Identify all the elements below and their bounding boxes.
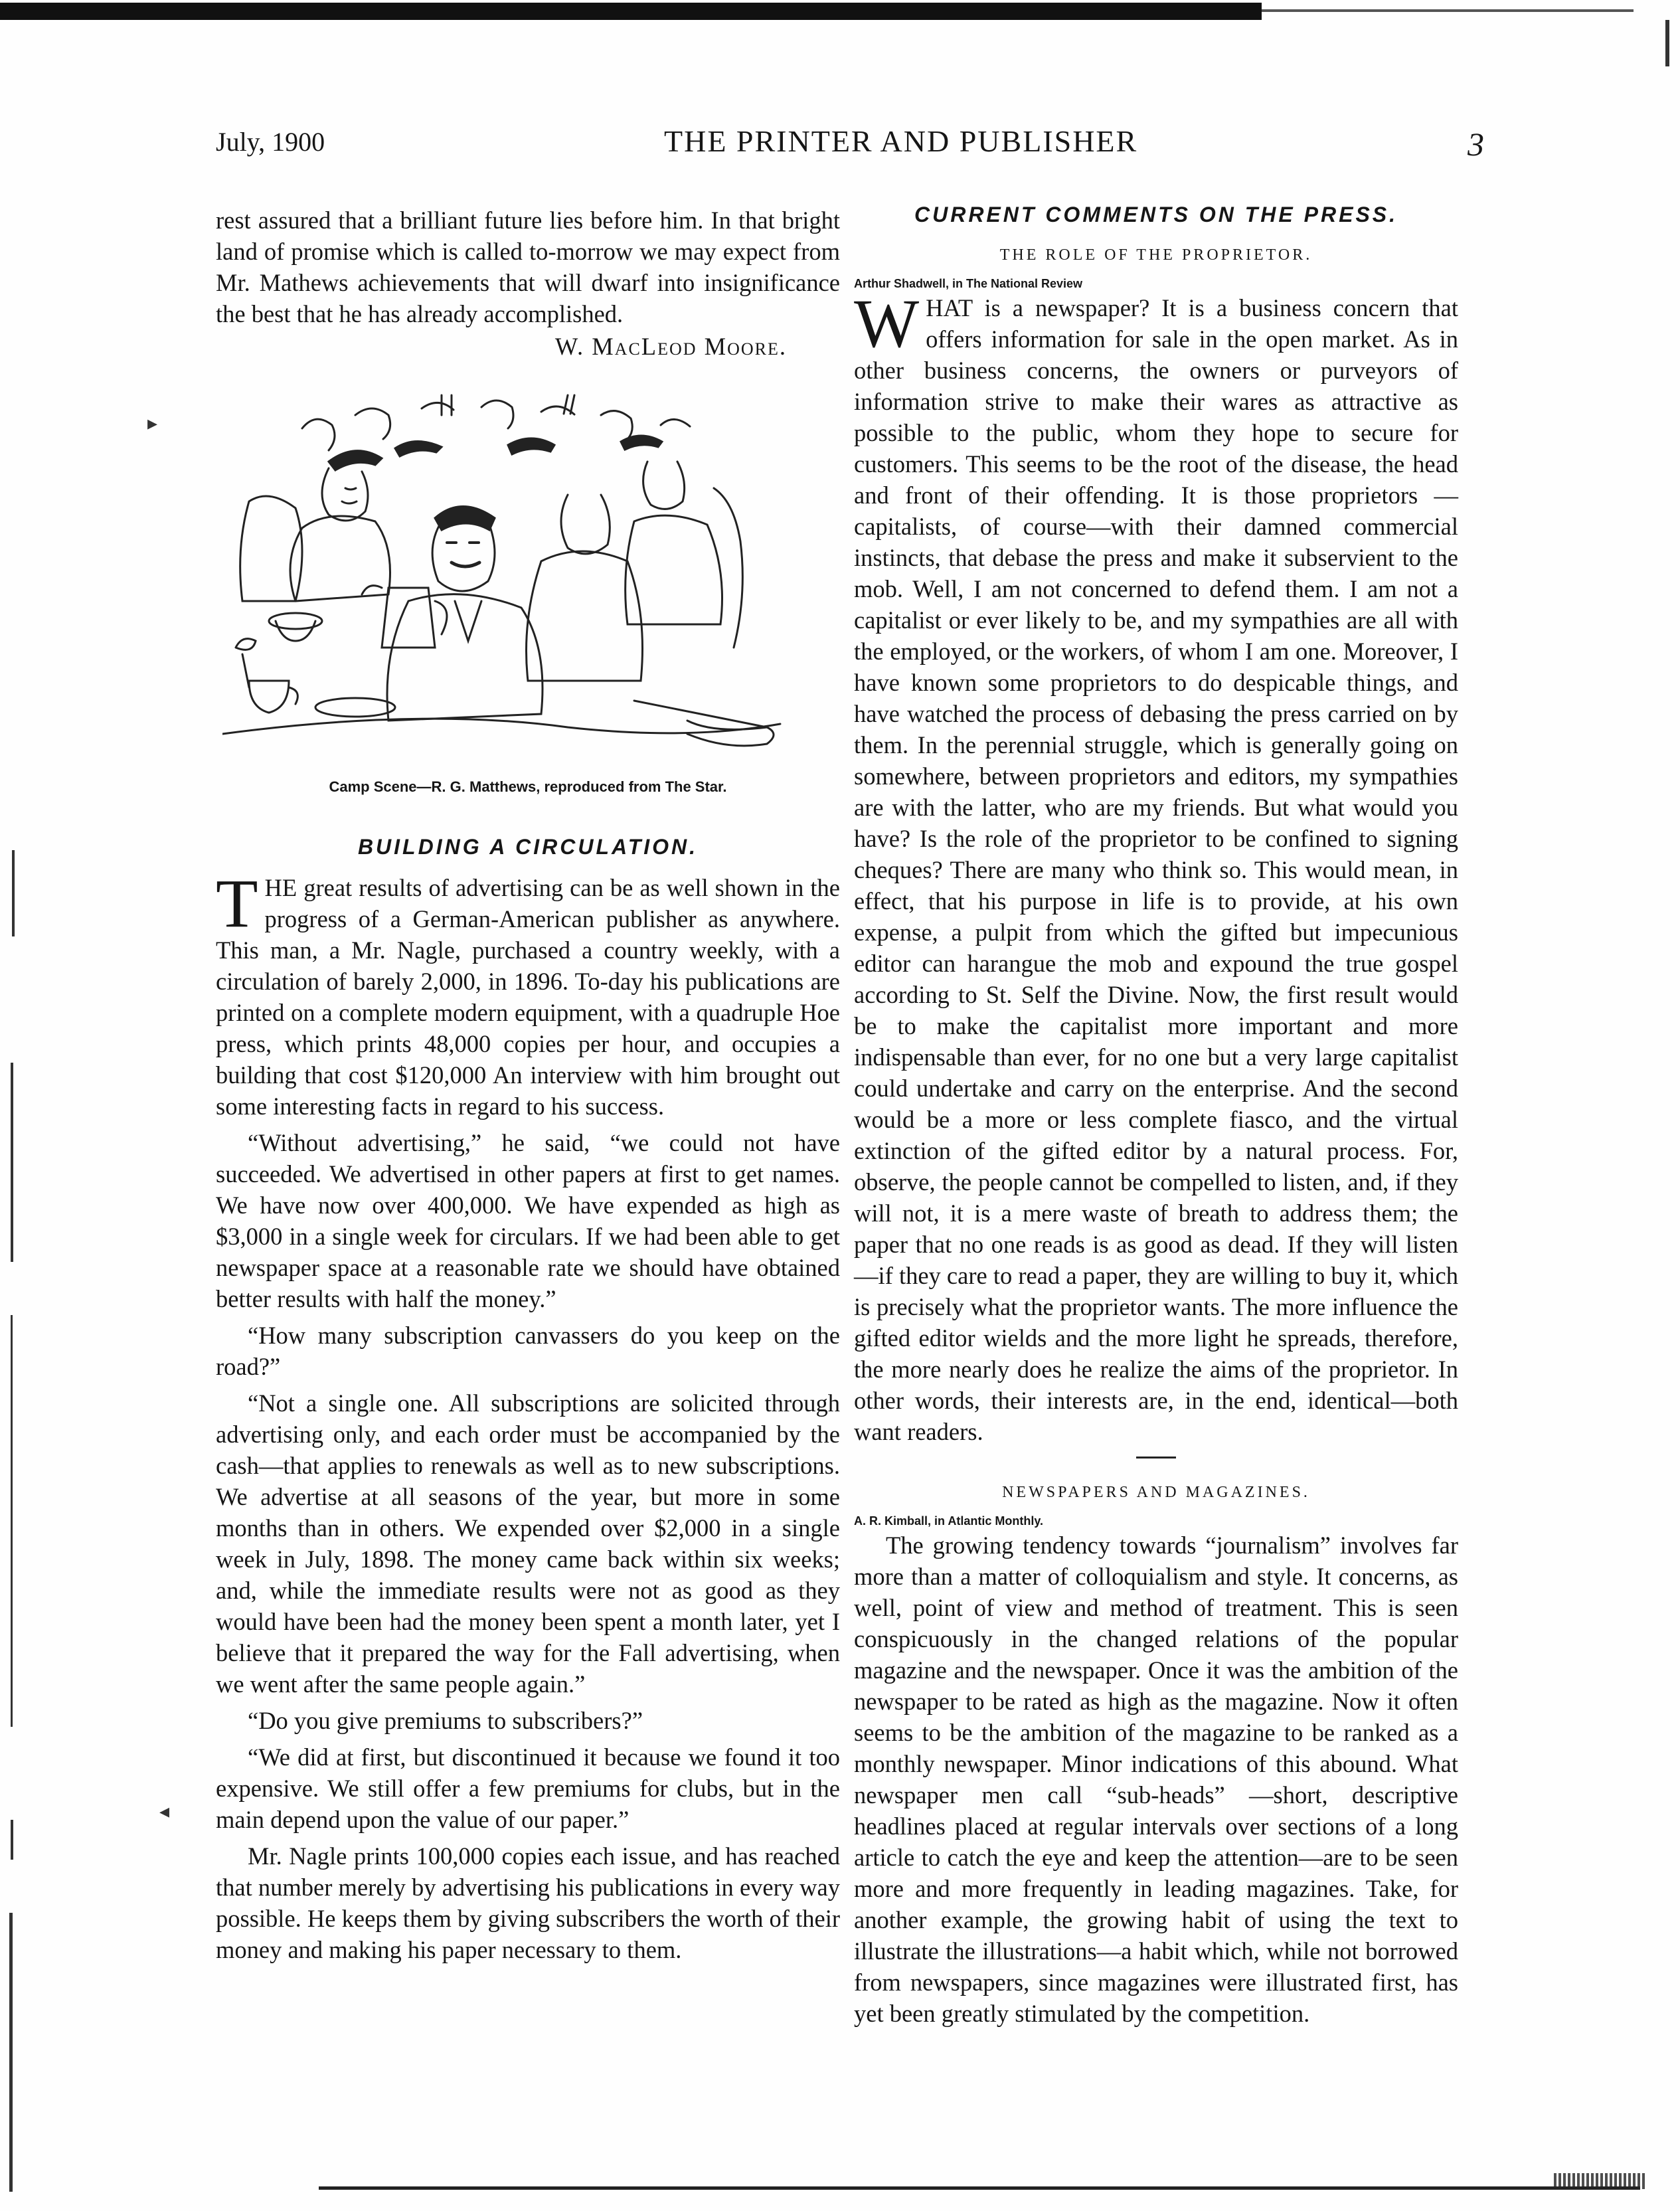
margin-mark (1665, 20, 1669, 66)
margin-mark (11, 1820, 13, 1860)
intro-paragraph: rest assured that a brilliant future lies before him. In that bright land of promise which is called to-morrow we may expect from Mr. Mathews achievements that will dwarf into insignificance the best that he has already accomplished. (216, 207, 840, 327)
header-title: THE PRINTER AND PUBLISHER (664, 124, 1138, 158)
illustration-caption: Camp Scene—R. G. Matthews, reproduced from The Star. (329, 778, 727, 795)
right-column (854, 199, 1458, 2029)
margin-mark (11, 1315, 13, 1727)
left-column (216, 205, 840, 1965)
drop-cap: T (216, 865, 258, 942)
margin-mark (11, 1063, 13, 1262)
bottom-rule (319, 2186, 1640, 2190)
margin-arrow-mark: ▸ (147, 412, 158, 434)
circulation-paragraph: Mr. Nagle prints 100,000 copies each issue, and has reached that number merely by advertising his publications in every way possible. He keeps them by giving subscribers the worth of their money and making his paper necessary to them. (216, 1842, 840, 1963)
newspapers-magazines-text: The growing tendency towards “journalism” involves far more than a matter of colloquialism and style. It concerns, as well, point of view and method of treatment. This is seen conspicuously in the changed relations of the popular magazine and the newspaper. Once it was the ambition of the newspaper to be rated as high as the magazine. Now it often seems to be the ambition of the magazine to be ranked as a monthly newspaper. Minor indications of this abound. What newspaper men call “sub-heads” —short, descriptive headlines placed at regular intervals over sections of a long article to catch the eye and keep the attention—are to be seen more and more frequently in leading magazines. Take, for another example, the growing habit of using the text to illustrate the illustrations—a habit which, while not borrowed from newspapers, since magazines were illustrated first, has yet been greatly stimulated by the competition. (854, 1532, 1458, 2027)
role-of-proprietor-subhead: THE ROLE OF THE PROPRIETOR. (999, 246, 1313, 264)
drop-cap: W (854, 286, 920, 362)
circulation-paragraph: “How many subscription canvassers do you keep on the road?” (216, 1322, 840, 1380)
circulation-first-paragraph (216, 865, 840, 1122)
margin-arrow-mark: ◂ (159, 1801, 170, 1822)
signature: W. MacLeod Moore. (554, 333, 787, 360)
circulation-paragraph: “Not a single one. All subscriptions are solicited through advertising only, and each order must be accompanied by the cash—that applies to renewals as well as to new subscriptions. We advertise at all seasons of the year, but more in some months than in others. We expended over $2,000 in a single week in July, 1898. The money came back within six weeks; and, while the immediate results were not as good as they would have been had the money been spent a month later, yet I believe that it prepared the way for the Fall advertising, when we went after the same people again.” (216, 1389, 840, 1698)
bottom-ink-smudge (1554, 2173, 1647, 2189)
circulation-paragraph: “Do you give premiums to subscribers?” (248, 1707, 643, 1734)
top-rule-tail (1262, 9, 1634, 12)
newspapers-magazines-subhead: NEWSPAPERS AND MAGAZINES. (1002, 1484, 1310, 1501)
role-of-proprietor-body: HAT is a newspaper? It is a business concern that offers information for sale in the open market. As in other business concerns, the owners or purveyors of information strive to make their wares as attractive as possible to the public, whom they hope to secure for customers. This seems to be the root of the disease, the head and front of their offending. It is those proprietors —capitalists, of course—with their damned commercial instincts, that debase the press and make it subservient to the mob. Well, I am not concerned to defend them. I am not a capitalist or ever likely to be, and my sympathies are all with the employed, or the workers, of whom I am one. Moreover, I have known some proprietors to do despicable things, and have watched the process of debasing the press carried on by them. In the perennial struggle, which is generally going on somewhere, between proprietors and editors, my sympathies are with the latter, who are my friends. But what would you have? Is the role of the proprietor to be confined to signing cheques? There are many who think so. This would mean, in effect, that his purpose in life is to provide, at his own expense, a pulpit from which the gifted but impecunious editor can harangue the mob and expound the true gospel according to St. Self the Divine. Now, the first result would be to make the capitalist more important and more indispensable than ever, for no one but a very large capitalist could undertake and carry on the enterprise. And the second would be a more or less complete fiasco, and the virtual extinction of the gifted editor by a natural process. For, observe, the people cannot be compelled to listen, and, if they will not, it is a mere waste of breath to address them; the paper that no one reads is as good as dead. If they will listen—if they care to read a paper, they are willing to buy it, which is precisely what the proprietor wants. The more influence the gifted editor wields and the more light he spreads, therefore, the more nearly does he realize the aims of the proprietor. In other words, their interests are, in the end, identical—both want readers. (854, 294, 1458, 1445)
margin-mark (9, 1913, 13, 2192)
circulation-paragraph: “We did at first, but discontinued it because we found it too expensive. We still offer a few premiums for clubs, but in the main depend upon the value of our paper.” (216, 1743, 840, 1833)
current-comments-heading: CURRENT COMMENTS ON THE PRESS. (914, 203, 1398, 226)
page-number: 3 (1468, 126, 1484, 163)
header-date: July, 1900 (216, 127, 325, 157)
role-of-proprietor-text (854, 286, 1458, 1447)
role-of-proprietor-credit: Arthur Shadwell, in The National Review (854, 277, 1083, 290)
camp-scene-illustration (222, 389, 794, 757)
margin-mark (12, 850, 15, 936)
circulation-paragraph: “Without advertising,” he said, “we could not have succeeded. We advertised in other papers at first to get names. We have now over 400,000. We have expended as high as $3,000 in a single week for circulars. If we had been able to get newspaper space at a reasonable rate we should have obtained better results with half the money.” (216, 1129, 840, 1312)
section-divider (1136, 1457, 1176, 1459)
circulation-first-text: HE great results of advertising can be as well shown in the progress of a German-American publisher as anywhere. This man, a Mr. Nagle, purchased a country weekly, with a circulation of barely 2,000, in 1896. To-day his publications are printed on a complete modern equipment, with a quadruple Hoe press, which prints 48,000 copies per hour, and occupies a building that cost $120,000 An interview with him brought out some interesting facts in regard to his success. (216, 874, 840, 1120)
top-rule (0, 3, 1262, 20)
newspapers-magazines-credit: A. R. Kimball, in Atlantic Monthly. (854, 1514, 1044, 1528)
building-circulation-heading: BUILDING A CIRCULATION. (357, 835, 699, 859)
